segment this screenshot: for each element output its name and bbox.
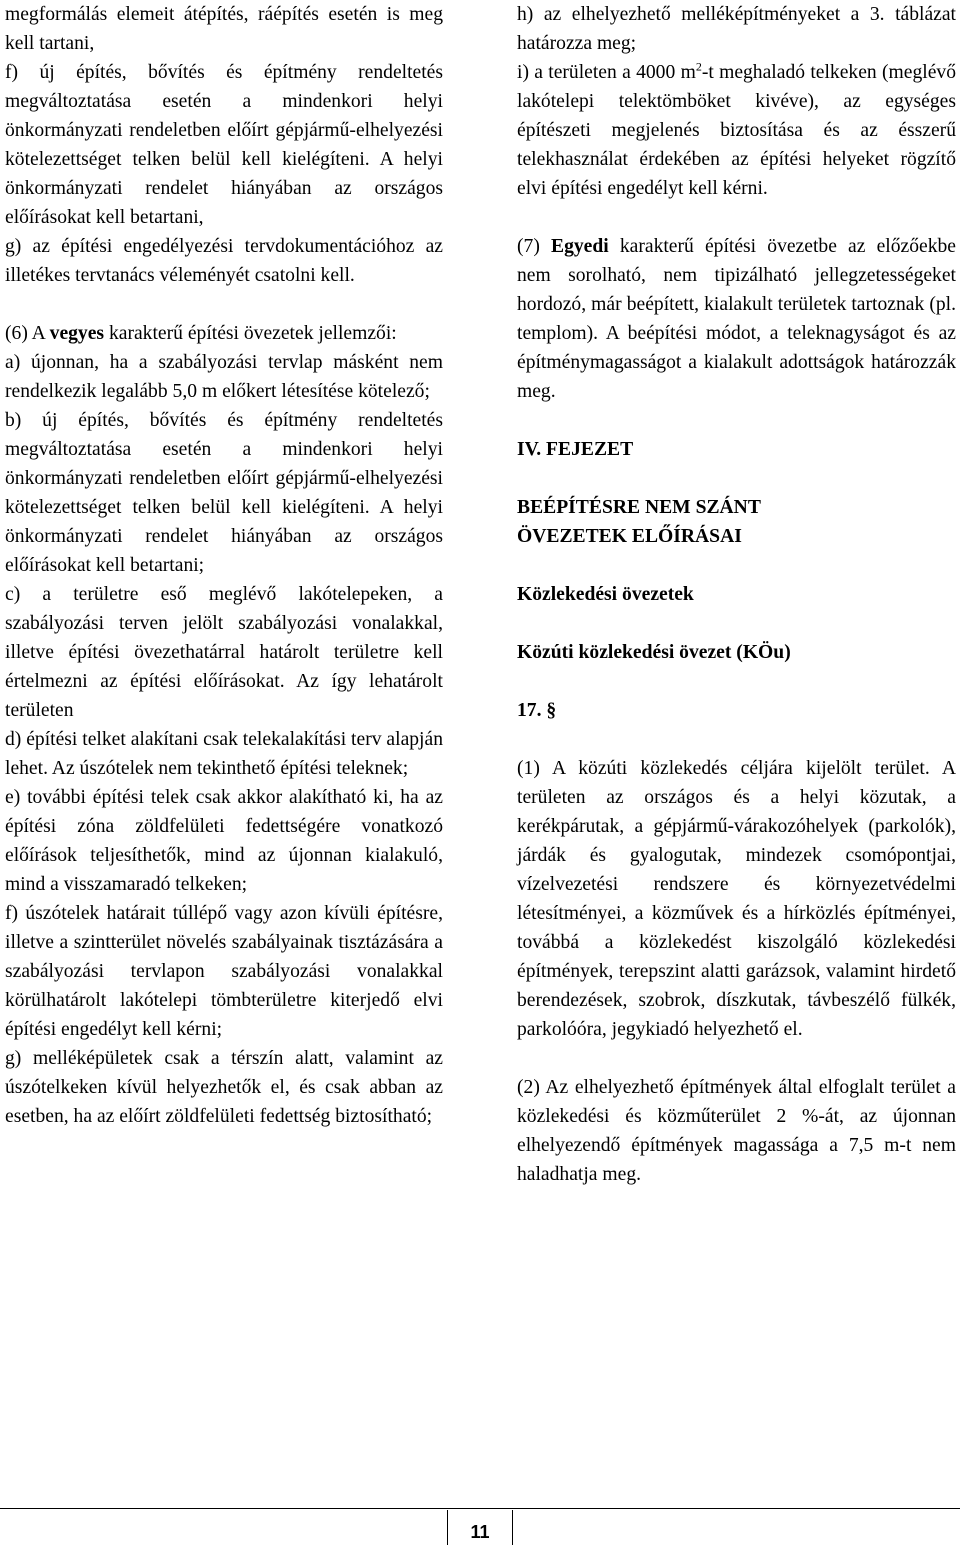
paragraph: i) a területen a 4000 $m^2-t$ meghaladó telkeken (meglévő lakótelepi telektömböket kivéve), az egységes építészeti megjelenés biztosítása és az ésszerű telekhasználat érdekében az építési helyeket rögzítő elvi építési engedélyt kell kérni. — [517, 59, 956, 199]
paragraph: f) új építés, bővítés és építmény rendeltetés megváltoztatása esetén a mindenkori helyi önkormányzati rendeletben előírt gépjármű-elhelyezési kötelezettséget telken belül kell kielégíteni. A helyi önkormányzati rendelet hiányában az országos előírásokat kell betartani, — [5, 62, 443, 228]
paragraph: g) az építési engedélyezési tervdokumentációhoz az illetékes tervtanács véleményét csatolni kell. — [5, 236, 443, 286]
bold-term: Egyedi — [551, 236, 609, 257]
left-column — [5, 0, 443, 1131]
paragraph: megformálás elemeit átépítés, ráépítés esetén is meg kell tartani, — [5, 4, 443, 54]
paragraph: e) további építési telek csak akkor alakítható ki, ha az építési zóna zöldfelületi fedettségére vonatkozó előírások teljesíthetők, mind az újonnan kialakuló, mind a visszamaradó telkeken; — [5, 787, 443, 895]
chapter-title-line-2: ÖVEZETEK ELŐÍRÁSAI — [517, 526, 742, 547]
paragraph: (1) A közúti közlekedés céljára kijelölt terület. A területen az országos és a helyi közutak, a kerékpárutak, a gépjármű-várakozóhelyek (parkolók), járdák és gyalogutak, mindezek csomópontjai, vízelvezetési rendszere és környezetvédelmi létesítményei, a közművek és a hírközlés építményei, továbbá a közlekedést kiszolgáló közlekedési építmények, terepszint alatti garázsok, valamint hirdető berendezések, szobrok, díszkutak, távbeszélő fülkék, parkolóóra, jegykiadó helyezhető el. — [517, 758, 956, 1040]
paragraph: b) új építés, bővítés és építmény rendeltetés megváltoztatása esetén a mindenkori helyi önkormányzati rendeletben előírt gépjármű-elhelyezési kötelezettséget telken belül kell kielégíteni. A helyi önkormányzati rendelet hiányában az országos előírásokat kell betartani; — [5, 410, 443, 576]
bold-term: vegyes — [49, 323, 105, 344]
page-number: 11 — [447, 1510, 513, 1545]
subsection-heading: Közúti közlekedési övezet (KÖu) — [517, 642, 791, 663]
chapter-heading: IV. FEJEZET — [517, 439, 634, 460]
right-column — [517, 0, 956, 1189]
paragraph: h) az elhelyezhető melléképítményeket a 3. táblázat határozza meg; — [517, 4, 956, 54]
paragraph: (2) Az elhelyezhető építmények által elfoglalt terület a közlekedési és közműterület 2 %-át, az újonnan elhelyezendő építmények magassága a 7,5 m-t nem haladhatja meg. — [517, 1077, 956, 1185]
paragraph: c) a területre eső meglévő lakótelepeken, a szabályozási terven jelölt szabályozási vonalakkal, illetve építési övezethatárral határolt területre kell értelmezni az építési előírásokat. Az így lehatárolt területen — [5, 584, 443, 721]
paragraph: d) építési telket alakítani csak telekalakítási terv alapján lehet. Az úszótelek nem tekinthető építési teleknek; — [5, 729, 443, 779]
paragraph: (6) A vegyes karakterű építési övezetek jellemzői: — [5, 323, 397, 344]
footer-rule — [0, 1508, 960, 1509]
paragraph: g) melléképületek csak a térszín alatt, valamint az úszótelkeken kívül helyezhetők el, és csak abban az esetben, ha az előírt zöldfelületi fedettség biztosítható; — [5, 1048, 443, 1127]
paragraph: f) úszótelek határait túllépő vagy azon kívüli építésre, illetve a szintterület növelés szabályainak tisztázására a szabályozási tervlapon szabályozási vonalakkal körülhatárolt lakótelepi tömbterületre kiterjedő elvi építési engedélyt kell kérni; — [5, 903, 443, 1040]
paragraph: a) újonnan, ha a szabályozási tervlap másként nem rendelkezik legalább 5,0 m előkert létesítése kötelező; — [5, 352, 443, 402]
section-heading: Közlekedési övezetek — [517, 584, 694, 605]
chapter-title-line-1: BEÉPÍTÉSRE NEM SZÁNT — [517, 497, 761, 518]
paragraph: (7) Egyedi karakterű építési övezetbe az előzőekbe nem sorolható, nem tipizálható jellegzetességeket hordozó, már beépített, kialakult területek tartoznak (pl. templom). A beépítési módot, a teleknagyságot és az építménymagasságot a kialakult adottságok határozzák meg. — [517, 236, 956, 402]
paragraph-number: 17. § — [517, 700, 557, 721]
